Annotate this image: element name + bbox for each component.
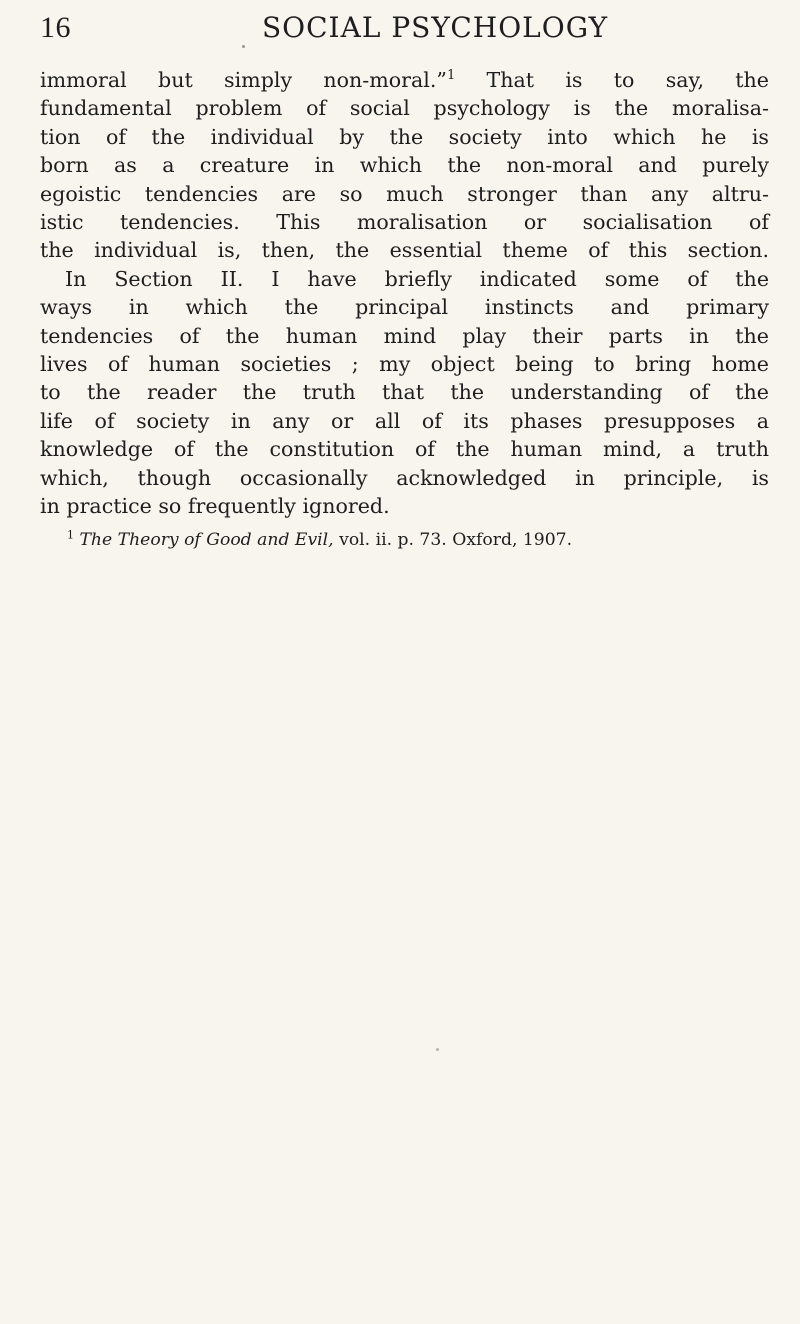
text-line: the individual is, then, the essential theme of this section. [40,238,769,263]
text-line: knowledge of the constitution of the human mind, a truth [40,437,769,462]
text-line: tion of the individual by the society into which he is [40,124,769,149]
text-line: life of society in any or all of its phases presupposes a [40,408,769,433]
text-line: which, though occasionally acknowledged in principle, is [40,465,769,490]
text-line: ways in which the principal instincts and primary [40,295,769,320]
text-line: to the reader the truth that the understanding of the [40,380,769,405]
footnote-reference: 1 [446,68,456,84]
print-speck [436,1048,439,1051]
text-line: tendencies of the human mind play their parts in the [40,323,769,348]
text-line: fundamental problem of social psychology is the moralisa- [40,96,769,121]
text-line: istic tendencies. This moralisation or socialisation of [40,210,769,235]
footnote [67,527,767,553]
footnote-marker: 1 [67,528,74,542]
text-line: in practice so frequently ignored. [40,494,390,519]
text-line: immoral but simply non-moral.”$^1$ That is to say, the [40,68,769,92]
body-text [40,66,769,521]
text-line: lives of human societies ; my object being to bring home [40,352,769,377]
page-number: 16 [40,11,71,44]
text-line: In Section II. I have briefly indicated some of the [65,266,769,291]
footnote-book-title: The Theory of Good and Evil, [79,530,334,550]
print-speck [242,45,245,48]
page-header [40,8,770,48]
text-line: egoistic tendencies are so much stronger than any altru- [40,181,769,206]
text-line: born as a creature in which the non-moral and purely [40,153,769,178]
running-head: SOCIAL PSYCHOLOGY [262,11,609,44]
footnote-citation: vol. ii. p. 73. Oxford, 1907. [333,530,573,550]
